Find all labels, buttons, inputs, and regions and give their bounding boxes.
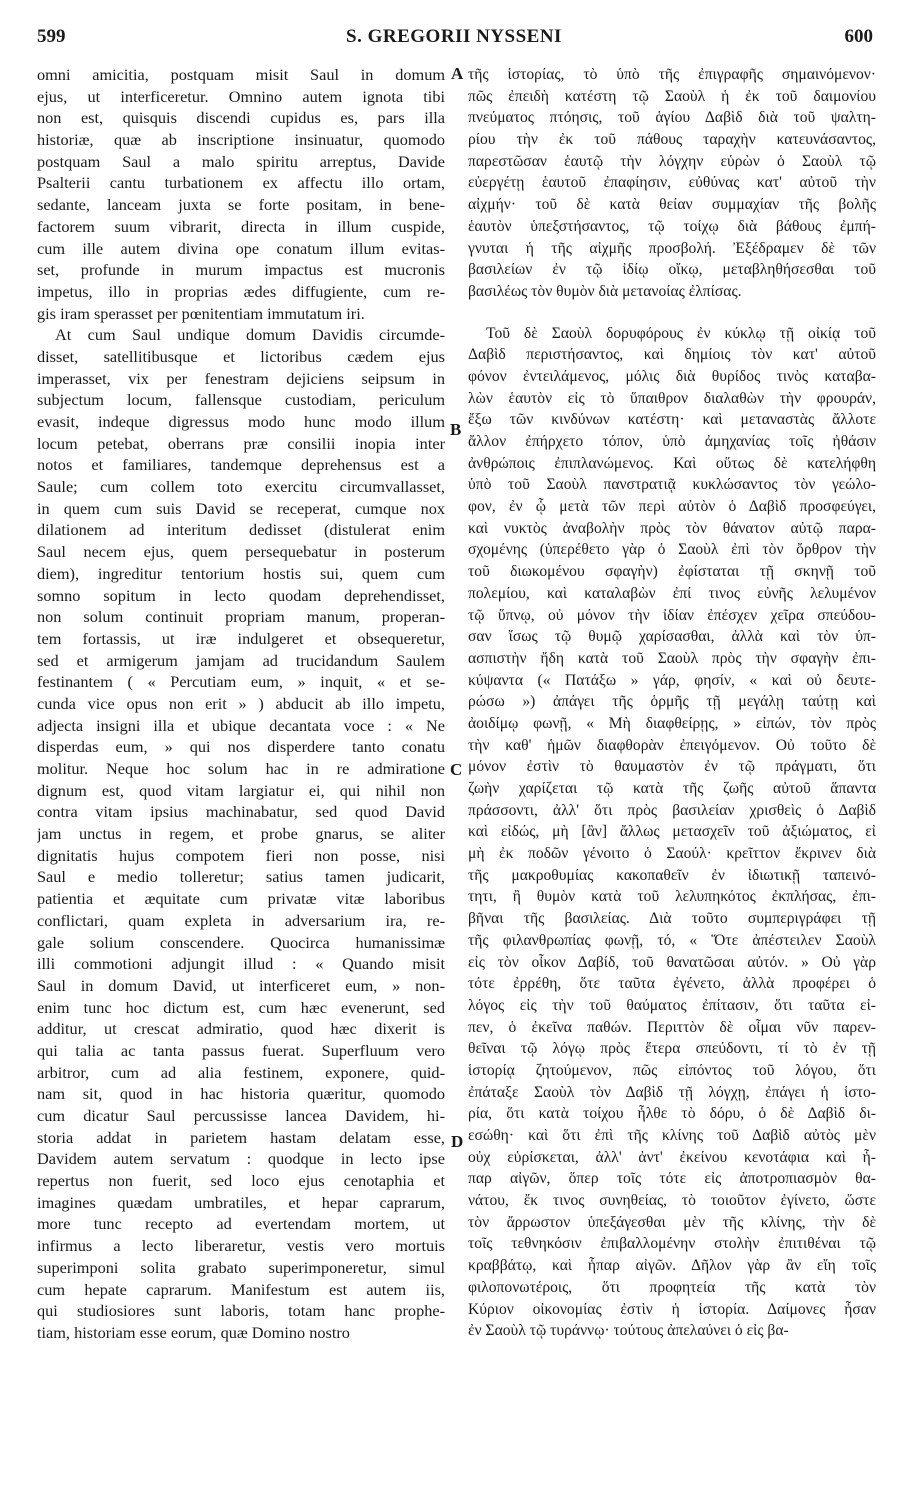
text-line: ἐπάταξε Σαοὺλ τὸν Δαβὶδ τῇ λόγχῃ, ἐπάγει ἡ ἱστο- bbox=[468, 1083, 876, 1101]
text-line: adjecta insigni illa et ubique decantata voce : « Ne bbox=[37, 715, 445, 735]
text-line: factorem suum vibrarit, directa in illum cuspide, bbox=[37, 216, 445, 236]
text-line: σχομένης (ὑπερέθετο γὰρ ὁ Σαοὺλ ἐπὶ τὸν ὄρθρον τὴν bbox=[468, 541, 876, 559]
text-line: ρώσω ») ἀπάγει τῆς ὁρμῆς τῇ μεγάλῃ ταύτῃ καὶ bbox=[468, 693, 876, 711]
margin-marker-b: B bbox=[450, 420, 462, 439]
text-line: τῆς μακροθυμίας κακοπαθεῖν ἐν ἰδιωτικῇ ταπεινό- bbox=[468, 866, 876, 884]
text-line: storia addat in parietem hastam delatam esse, bbox=[37, 1127, 445, 1147]
text-line: Davidem autem servatum : quodque in lecto ipse bbox=[37, 1149, 445, 1169]
text-line: subjectum locum, fallensque custodiam, periculum bbox=[37, 390, 445, 410]
text-line: sed et armigerum jamjam ad trucidandum Saulem bbox=[37, 650, 445, 670]
text-line: πνεύματος πτόησις, τοῦ ἁγίου Δαβὶδ διὰ τοῦ ψαλτη- bbox=[468, 109, 876, 127]
text-line: λὼν ἑαυτὸν εἰς τὸ ὕπαιθρον διαλαθὼν τὴν φρουράν, bbox=[468, 389, 876, 407]
text-line: in quem cum suis David se receperat, cumque nox bbox=[37, 498, 445, 518]
text-line: ασπιστὴν ἤδη κατὰ τοῦ Σαοὺλ πρὸς τὴν σφαγὴν ἐπι- bbox=[468, 649, 876, 667]
text-line: ζωὴν χαρίζεται τῷ κατὰ τῆς ζωῆς αὐτοῦ ἅπαντα bbox=[468, 780, 876, 797]
margin-marker-c: C bbox=[450, 760, 463, 779]
text-line: φον, ἐν ᾧ μετὰ τῶν περὶ αὐτὸν ὁ Δαβὶδ προσφεύγει, bbox=[468, 498, 876, 516]
text-line: κραββάτῳ, καὶ ἧπαρ αἰγῶν. Δῆλον γὰρ ἂν εἴη τοῖς bbox=[468, 1257, 876, 1275]
text-line: λόγος εἰς τὴν τοῦ θαύματος ἐπίτασιν, ὅτι ταῦτα εἰ- bbox=[468, 996, 876, 1014]
text-line: ἔξω τῶν κινδύνων κατέστη· καὶ μεταναστὰς ἄλλοτε bbox=[468, 411, 876, 429]
text-line: Saul e medio tolleretur; satius tamen judicarit, bbox=[37, 867, 445, 887]
greek-column bbox=[468, 64, 876, 1342]
text-line: βασιλέως τὸν θυμὸν διὰ μετανοίας ἐλπίσας. bbox=[468, 282, 742, 300]
text-line: εσώθη· καὶ ὅτι ἐπὶ τῆς κλίνης τοῦ Δαβὶδ αὐτὸς μὲν bbox=[468, 1127, 876, 1144]
text-line: ἑαυτὸν ὑπεξστήσαντος, τῷ τοίχῳ διὰ βάθους ἐμπή- bbox=[468, 217, 876, 235]
text-line: postquam Saul a malo spiritu arreptus, Davide bbox=[37, 151, 445, 171]
text-line: βασιλείων ἐν τῷ ἰδίῳ οἴκῳ, μεταβληθήσεσθαι τοῦ bbox=[468, 261, 876, 279]
text-line: τητι, ἢ θυμὸν κατὰ τοῦ λελυπηκότος ἐκπλήσας, ἐπι- bbox=[468, 888, 876, 906]
text-line: sedante, lanceam juxta se forte positam, in bene- bbox=[37, 195, 445, 215]
text-line: set, profunde in murum impactus est mucronis bbox=[37, 260, 445, 280]
text-line: θεῖναι τῷ λόγῳ πρὸς ἕτερα σπεύδοντι, τί τὸ ἐν τῇ bbox=[468, 1040, 876, 1058]
text-line: At cum Saul undique domum Davidis circumde- bbox=[55, 325, 445, 345]
text-line: ejus, ut interficeretur. Omnino autem ignota tibi bbox=[37, 86, 445, 106]
text-line: τοῦ διωκομένου σφαγὴν) ἐφίσταται τῇ σκηνῇ τοῦ bbox=[468, 563, 876, 581]
text-line: φόνον ἐντειλάμενος, μόλις διὰ θυρίδος τινὸς καταβα- bbox=[468, 367, 876, 385]
text-line: tem fortassis, ut iræ indulgeret et obsequeretur, bbox=[37, 628, 445, 648]
text-line: gale solium conscendere. Quocirca humanissimæ bbox=[37, 932, 445, 952]
text-line: tiam, historiam esse eorum, quæ Domino nostro bbox=[37, 1322, 350, 1342]
text-line: πολεμίου, καὶ καταλαβὼν ἐπί τινος εὐνῆς λελυμένον bbox=[468, 584, 876, 602]
text-line: historiæ, quæ ab inscriptione insinuatur, quomodo bbox=[37, 130, 445, 150]
page-header bbox=[0, 26, 908, 56]
text-line: more tunc recepto ad evertendam mortem, ut bbox=[37, 1214, 445, 1234]
text-line: τοῖς τεθνηκόσιν ἐπιβαλλομένην στολὴν ἐπιτιθέναι τῷ bbox=[468, 1235, 876, 1253]
text-line: non solum continuit propriam manum, properan- bbox=[37, 607, 445, 627]
text-line: παρεστῶσαν ἑαυτῷ τὴν λόγχην εὑρὼν ὁ Σαοὺλ τῷ bbox=[468, 152, 876, 170]
page-number-right: 600 bbox=[844, 26, 873, 47]
text-line: notos et familiares, tandemque deprehensus est a bbox=[37, 455, 445, 475]
text-line: Τοῦ δὲ Σαοὺλ δορυφόρους ἐν κύκλῳ τῇ οἰκίᾳ τοῦ bbox=[486, 324, 876, 342]
text-line: ὑπὸ τοῦ Σαοὺλ πανστρατιᾷ κυκλώσαντος τὸν γεώλο- bbox=[468, 476, 876, 494]
text-line: qui studiosiores sunt laboris, totam hanc prophe- bbox=[37, 1301, 445, 1321]
text-line: cunda vice opus non erit » ) abducit ab illo impetu, bbox=[37, 693, 445, 713]
text-line: τὴν καθ' ἡμῶν διαφθορὰν ἐπειγόμενον. Οὐ τοῦτο δὲ bbox=[468, 736, 876, 754]
latin-column bbox=[37, 64, 445, 1344]
text-line: οὐχ εὑρίσκεται, ἀλλ' ἀντ' ἐκείνου κενοτάφια καὶ ἧ- bbox=[468, 1148, 876, 1166]
text-line: diem), ingreditur tentorium hostis sui, quem cum bbox=[37, 563, 445, 583]
text-line: μὴ ἐκ ποδῶν γένοιτο ὁ Σαούλ· κρεῖττον ἔκρινεν διὰ bbox=[468, 845, 876, 863]
text-line: φιλοπονωτέροις, ὅτι προφητεία τῆς κατὰ τὸν bbox=[468, 1278, 876, 1296]
text-line: Δαβὶδ περιστήσαντος, καὶ δημίοις τὸν κατ' αὐτοῦ bbox=[468, 346, 876, 364]
text-line: σαν ἴσως τῷ θυμῷ χαρίσασθαι, ἀλλὰ καὶ τὸν ὑπ- bbox=[468, 628, 876, 646]
text-line: molitur. Neque hoc solum hac in re admiratione bbox=[37, 759, 445, 778]
text-line: τότε ἐρρέθη, ὅτε ταῦτα ἐγένετο, ἀλλὰ προφέρει ὁ bbox=[468, 975, 876, 993]
text-line: τῆς ἱστορίας, τὸ ὑπὸ τῆς ἐπιγραφῆς σημαινόμενον· bbox=[468, 66, 876, 83]
text-line: superimponi solita grabato superimponeretur, simul bbox=[37, 1257, 445, 1277]
text-line: βῆναι τῆς βασιλείας. Διὰ τοῦτο συμπεριγράφει τῇ bbox=[468, 910, 876, 928]
text-line: τῆς φιλανθρωπίας φωνῇ, τό, « Ὅτε ἀπέστειλεν Σαοὺλ bbox=[468, 931, 876, 949]
text-line: somno sopitum in lecto quodam deprehendisset, bbox=[37, 585, 445, 605]
text-line: καὶ νυκτὸς ἀναβολὴν πρὸς τὸν θάνατον αὐτῷ παρα- bbox=[468, 519, 876, 537]
text-line: καὶ εἰδώς, μὴ [ἂν] ἄλλως μετασχεῖν τοῦ ἀξιώματος, εἰ bbox=[468, 823, 876, 841]
margin-marker-a: A bbox=[451, 64, 464, 83]
text-line: enim tunc hoc dictum est, cum hæc evenerunt, sed bbox=[37, 997, 445, 1017]
text-line: festinantem ( « Percutiam eum, » inquit, « et se- bbox=[37, 672, 445, 692]
text-line: ἀνθρώποις ἐπιπλανώμενος. Καὶ οὕτως δὲ κατελήφθη bbox=[468, 454, 876, 472]
text-line: cum hepate caprarum. Manifestum est autem iis, bbox=[37, 1279, 445, 1299]
text-line: illi commotioni adjungit illud : « Quando misit bbox=[37, 954, 445, 974]
text-line: ἱστορίᾳ ζητούμενον, πῶς εἰπόντος τοῦ λόγου, ὅτι bbox=[468, 1061, 876, 1079]
text-line: arbitror, cum ad alia festinem, exponere, quid- bbox=[37, 1062, 445, 1082]
text-line: ἐν Σαοὺλ τῷ τυράννῳ· τούτους ἀπελαύνει ὁ εἰς βα- bbox=[468, 1322, 789, 1340]
text-line: Psalterii cantu turbationem ex affectu illo ortam, bbox=[37, 173, 445, 193]
text-line: locum petebat, oberrans præ consilii inopia inter bbox=[37, 433, 445, 453]
text-line: Κύριον οἰκονομίας ἐστὶν ἡ ἱστορία. Δαίμονες ἦσαν bbox=[468, 1300, 876, 1318]
text-line: νάτου, ἔκ τινος συνηθείας, τὸ τοιοῦτον ἐγίνετο, ὥστε bbox=[468, 1192, 876, 1210]
text-line: imagines quædam umbratiles, et hepar caprarum, bbox=[37, 1192, 445, 1212]
text-line: ἀοιδίμῳ φωνῇ, « Μὴ διαφθείρῃς, » εἰπών, τὸν πρὸς bbox=[468, 714, 876, 732]
text-line: Saul in domum David, ut interficeret eum, » non- bbox=[37, 975, 445, 995]
text-line: patientia et æquitate cum privatæ vitæ laboribus bbox=[37, 889, 445, 909]
text-line: ρία, ὅτι κατὰ τοίχου ἦλθε τὸ δόρυ, ὁ δὲ Δαβὶδ δι- bbox=[468, 1105, 876, 1123]
text-line: omni amicitia, postquam misit Saul in domum bbox=[37, 65, 445, 84]
text-line: infirmus a lecto liberaretur, vestis vero mortuis bbox=[37, 1236, 445, 1256]
text-line: πεν, ὁ ἐκεῖνα παθών. Περιττὸν δὲ οἶμαι νῦν παρεν- bbox=[468, 1018, 876, 1036]
text-line: contra vitam ipsius machinabatur, sed quod David bbox=[37, 802, 445, 822]
text-line: μόνον ἐστὶν τὸ θαυμαστὸν ἐν τῷ πράγματι, ὅτι bbox=[468, 758, 876, 776]
text-line: dignitatis hujus compotem fieri non posse, nisi bbox=[37, 845, 445, 865]
margin-marker-d: D bbox=[451, 1132, 464, 1151]
text-line: εὐεργέτῃ ἑαυτοῦ ἐπαφίησιν, εὐθύνας κατ' αὐτοῦ τὴν bbox=[468, 174, 876, 192]
page-number-left: 599 bbox=[37, 26, 66, 47]
text-line: conflictari, quam expleta in adversarium ira, re- bbox=[37, 910, 445, 930]
text-line: additur, ut crescat admiratio, quod hæc dixerit is bbox=[37, 1019, 445, 1039]
text-line: cum dicatur Saul percussisse lancea Davidem, hi- bbox=[37, 1106, 445, 1125]
text-line: αἰχμήν· τοῦ δὲ κατὰ θείαν συμμαχίαν τῆς βολῆς bbox=[468, 196, 876, 214]
text-line: jam unctus in regem, et probe gnarus, se aliter bbox=[37, 824, 445, 844]
text-line: ρίου τὴν ἐκ τοῦ πάθους ταραχὴν κατευνάσαντος, bbox=[468, 131, 876, 149]
text-line: πράσσοντι, ἀλλ' ὅτι πρὸς βασιλείαν χρισθεὶς ὁ Δαβὶδ bbox=[468, 801, 876, 819]
text-line: disset, satellitibusque et lictoribus cædem ejus bbox=[37, 346, 445, 366]
text-line: πῶς ἐπειδὴ κατέστη τῷ Σαοὺλ ἡ ἐκ τοῦ δαιμονίου bbox=[468, 87, 876, 105]
text-line: κύψαντα (« Πατάξω » γάρ, φησίν, « καὶ οὐ δευτε- bbox=[468, 671, 876, 689]
text-line: cum ille autem divina ope conatum illum evitas- bbox=[37, 238, 445, 258]
text-line: gis iram sperasset per pœnitentiam immutatum iri. bbox=[37, 303, 365, 323]
text-line: τὸν ἄρρωστον ὑπεξάγεσθαι μὲν τῆς κλίνης, τὴν δὲ bbox=[468, 1213, 876, 1231]
text-line: imperasset, vix per fenestram dejiciens seipsum in bbox=[37, 368, 445, 388]
text-line: evasit, indeque digressus modo hunc modo illum bbox=[37, 412, 445, 431]
running-head: S. GREGORII NYSSENI bbox=[346, 26, 562, 47]
text-line: εἰς τὸν οἶκον Δαβίδ, τοῦ θανατῶσαι αὐτόν. » Οὐ γὰρ bbox=[468, 953, 876, 971]
text-line: nam sit, quod in hac historia quæritur, quomodo bbox=[37, 1084, 445, 1104]
text-line: disperdas eum, » qui nos disperdere tanto conatu bbox=[37, 737, 445, 757]
greek-paragraph-2 bbox=[468, 323, 876, 1342]
text-line: dignum est, quod vitam largiatur ei, qui nihil non bbox=[37, 780, 445, 800]
text-line: dilationem ad interitum dedisset (distulerat enim bbox=[37, 520, 445, 540]
text-line: Saul necem ejus, quem persequebatur in posterum bbox=[37, 542, 445, 562]
text-line: γνυται ἡ τῆς αἰχμῆς προσβολή. Ἐξέδραμεν δὲ τῶν bbox=[468, 239, 876, 257]
text-line: παρ αἰγῶν, ὅπερ τοῖς τότε εἰς ἀποτροπιασμὸν θα- bbox=[468, 1170, 876, 1188]
text-line: τῷ ὕπνῳ, οὐ μόνον τὴν ἰδίαν ἐπέσχεν χεῖρα σπεύδου- bbox=[468, 606, 876, 624]
text-line: impetus, illo in proprias ædes diffugiente, cum re- bbox=[37, 281, 445, 301]
text-line: repertus non fuerit, sed loco ejus cenotaphia et bbox=[37, 1171, 445, 1191]
text-line: ἄλλον ἐπήρχετο τόπον, ὑπὸ ἀμηχανίας τοῖς ἠθάσιν bbox=[468, 433, 876, 450]
text-line: qui talia ac tanta passus fuerat. Superfluum vero bbox=[37, 1040, 445, 1060]
text-line: Saule; cum collem toto exercitu circumvallasset, bbox=[37, 477, 445, 497]
text-line: non est, quisquis discendi cupidus es, pars illa bbox=[37, 108, 445, 128]
